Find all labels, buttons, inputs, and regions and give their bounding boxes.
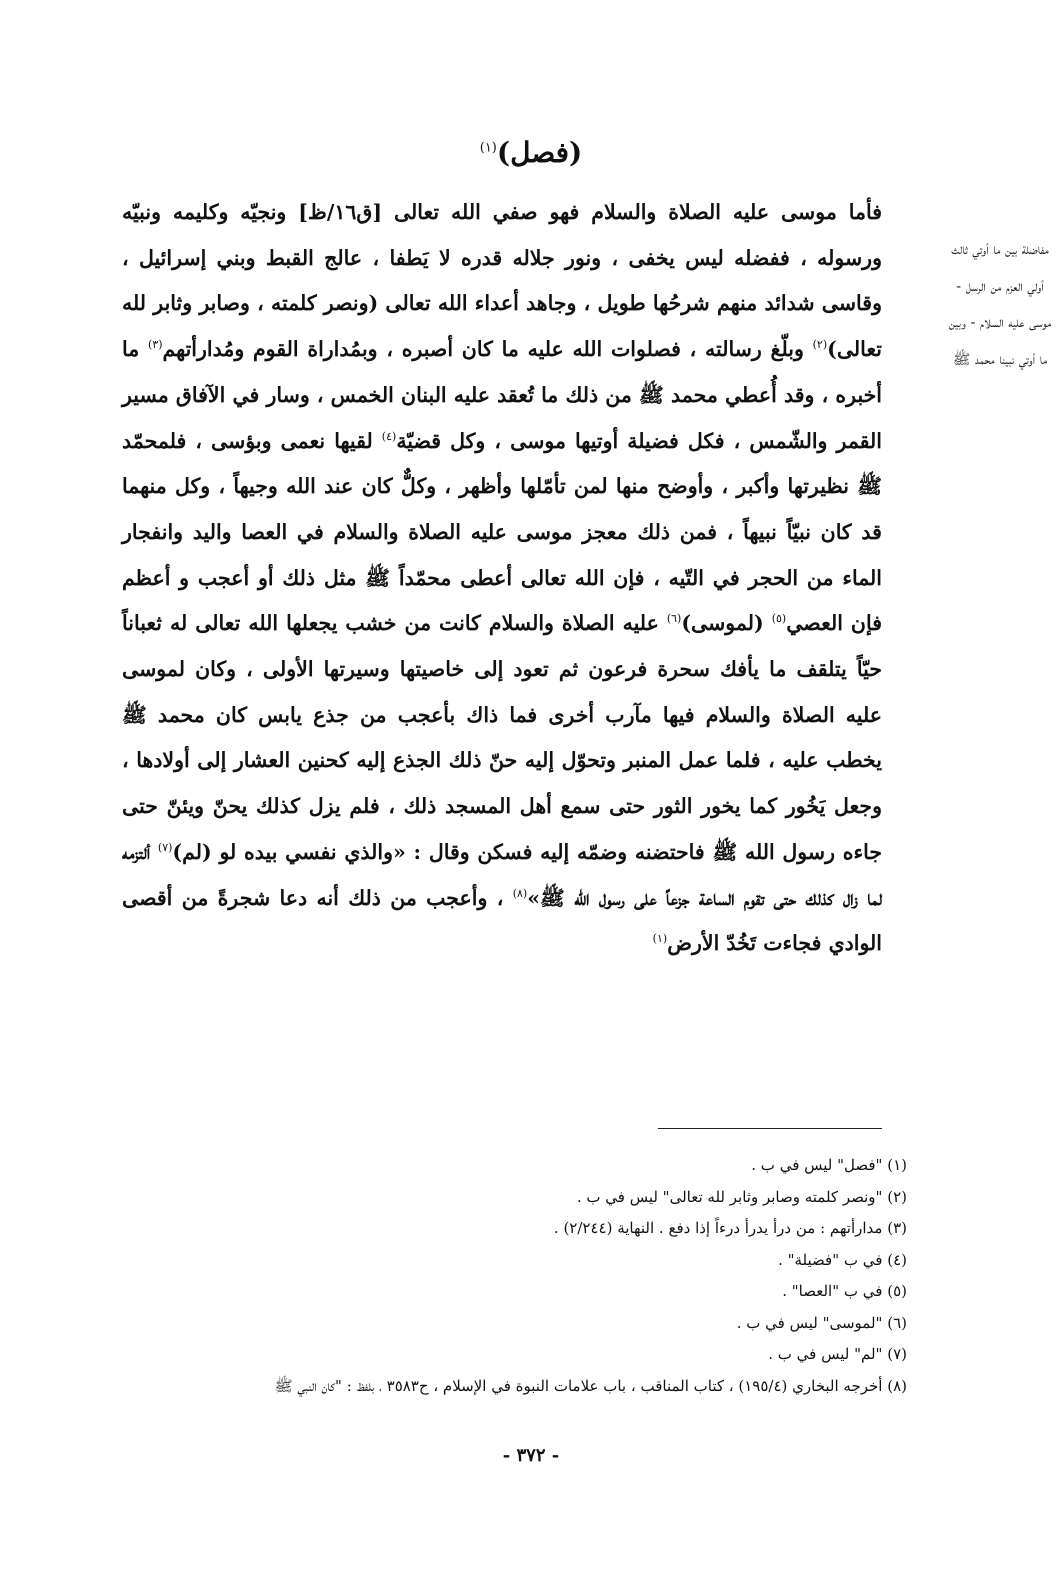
footnote-ref: (١) — [652, 932, 668, 946]
footnote-3: (٣) مدارأتهم : من درأ يدرأ درءاً إذا دفع . النهاية (٢/٢٤٤) . — [553, 1219, 907, 1237]
footnotes — [117, 1150, 907, 1402]
footnote-divider — [658, 1128, 882, 1129]
footnote-ref: (٣) — [147, 338, 163, 352]
footnote-6: (٦) "لموسى" ليس في ب . — [736, 1313, 907, 1332]
text-run: فأما موسى عليه الصلاة والسلام فهو صفي الله تعالى [ق١٦/ظ] ونجيّه وكليمه ونبيّه ورسوله ، ففضله ليس يخفى ، ونور جلاله قدره لا يَطفا ، عالج القبط وبني إسرائيل ، وقاسى شدائد منهم شرحُها طويل ، وجاهد أعداء الله تعالى (ونصر كلمته ، وصابر وثابر لله تعالى) — [122, 200, 883, 362]
body-paragraph — [122, 190, 882, 967]
footnote-ref: (٢) — [812, 338, 828, 352]
footnote-ref: (٤) — [381, 429, 397, 443]
text-run: لقيها نعمى وبؤسى ، فلمحمّد ﷺ نظيرتها وأكبر ، وأوضح منها لمن تأمّلها وأظهر ، وكلٌّ كان عند الله وجيهاً ، وكل منهما قد كان نبيّاً نبيهاً ، فمن ذلك معجز موسى عليه الصلاة والسلام في العصا واليد وانفجار الماء من الحجر في التّيه ، فإن الله تعالى أعطى محمّداً ﷺ مثل ذلك أو أعجب و أعظم فإن العصي — [122, 428, 882, 636]
footnote-2: (٢) "ونصر كلمته وصابر وثابر لله تعالى" ليس في ب . — [576, 1187, 907, 1206]
footnote-5: (٥) في ب "العصا" . — [782, 1282, 907, 1300]
footnote-ref: (١) — [479, 140, 497, 156]
text-run: (لموسى) — [681, 611, 772, 636]
footnote-8: (٨) أخرجه البخاري (١٩٥/٤) ، كتاب المناقب ، باب علامات النبوة في الإسلام ، ح٣٥٨٣ ، بلفظ : "كان النبي ﷺ — [274, 1376, 907, 1395]
text-run: وبلّغ رسالته ، فصلوات الله عليه ما كان أصبره ، وبمُداراة القوم ومُدارأتهم — [162, 337, 813, 362]
footnote-ref: (٧) — [157, 841, 173, 855]
section-heading-title: (فصل) — [496, 136, 583, 169]
footnote-1: (١) "فصل" ليس في ب . — [751, 1156, 907, 1174]
text-run: عليه الصلاة والسلام كانت من خشب يجعلها الله تعالى له ثعباناً حيّاً يتلقف ما يأفك سحرة فرعون ثم تعود إلى خاصيتها وسيرتها الأولى ، وكان لموسى عليه الصلاة والسلام فيها مآرب أخرى فما ذاك بأعجب من جذع يابس كان محمد ﷺ يخطب عليه ، فلما عمل المنبر وتحوّل إليه حنّ ذلك الجذع إليه كحنين العشار إلى أولادها ، وجعل يَخُور كما يخور الثور حتى سمع أهل المسجد ذلك ، فلم يزل كذلك يحنّ ويئنّ حتى جاءه رسول الله ﷺ فاحتضنه وضمّه إليه فسكن وقال : «والذي نفسي بيده لو (لم) — [122, 611, 882, 864]
text-run: ألتزمه لما زال كذلك حتى تقوم الساعة جزعاً على رسول الله ﷺ» — [122, 839, 882, 910]
footnote-ref: (٦) — [666, 612, 682, 626]
footnote-ref: (٨) — [512, 886, 528, 900]
page-number: - ٣٧٢ - — [502, 1445, 560, 1466]
footnote-7: (٧) "لم" ليس في ب . — [768, 1345, 907, 1363]
text-run: ، وأعجب من ذلك أنه دعا شجرةً من أقصى الوادي فجاءت تَخُدّ الأرض — [122, 885, 882, 956]
margin-note: مفاضلة بين ما أوتي ثالث أولي العزم من الرسل - موسى عليه السلام - وبين ما أوتي نبينا محمد ﷺ — [948, 242, 1052, 368]
text-run: ما أخبره ، وقد أُعطي محمد ﷺ من ذلك ما تُعقد عليه البنان الخمس ، وسار في الآفاق مسير القمر والشّمس ، فكل فضيلة أوتيها موسى ، وكل قضيّة — [122, 337, 882, 453]
footnote-ref: (٥) — [771, 612, 787, 626]
main-text — [122, 190, 882, 967]
footnote-4: (٤) في ب "فضيلة" . — [778, 1250, 907, 1269]
section-heading — [0, 136, 1062, 169]
